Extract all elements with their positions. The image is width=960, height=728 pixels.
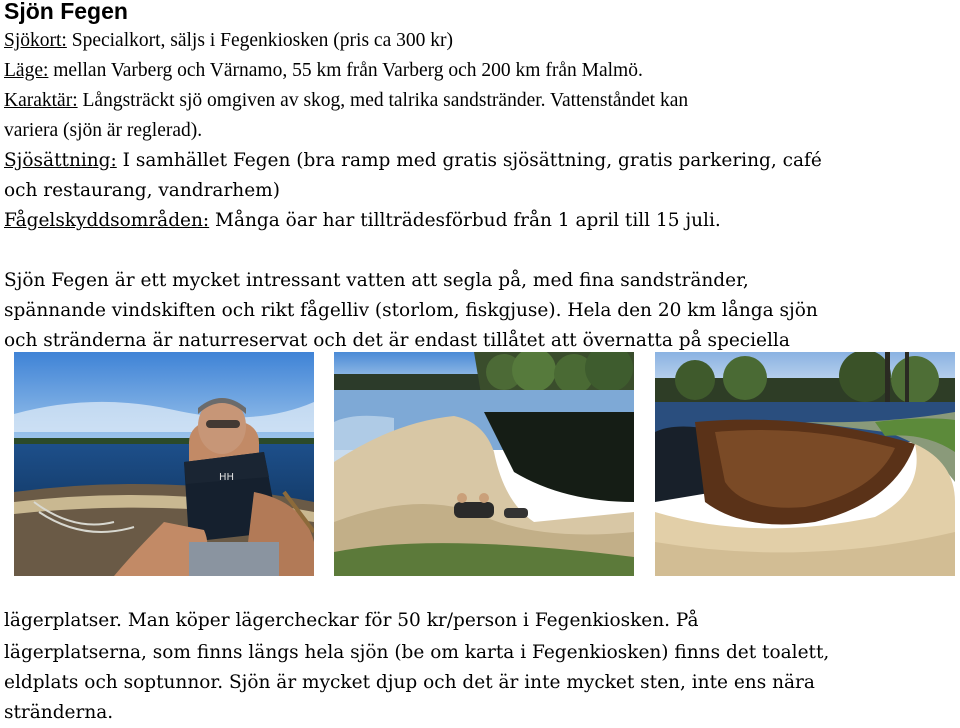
info-line-lage: [4, 56, 643, 86]
info-line-karaktar-cont: [4, 116, 202, 146]
info-label: Sjökort:: [4, 30, 67, 51]
info-text: mellan Varberg och Värnamo, 55 km från Varberg och 200 km från Malmö.: [48, 60, 643, 81]
info-text: Många öar har tillträdesförbud från 1 april till 15 juli.: [209, 210, 721, 231]
info-label: Fågelskyddsområden:: [4, 210, 210, 231]
paragraph-line: Sjön Fegen är ett mycket intressant vatten att segla på, med fina sandstränder,: [4, 270, 749, 291]
paragraph-line: spännande vindskiften och rikt fågelliv (storlom, fiskgjuse). Hela den 20 km långa sjön: [4, 300, 818, 321]
photo-sandy-spit: [334, 352, 634, 576]
photo-sailor-in-boat: [14, 352, 314, 576]
paragraph-line: lägerplatserna, som finns längs hela sjön (be om karta i Fegenkiosken) finns det toalett,: [4, 642, 830, 663]
info-text: variera (sjön är reglerad).: [4, 120, 203, 141]
paragraph-line: och stränderna är naturreservat och det är endast tillåtet att övernatta på speciella: [4, 330, 790, 351]
info-text: Specialkort, säljs i Fegenkiosken (pris ca 300 kr): [66, 30, 453, 51]
info-label: Karaktär:: [4, 90, 78, 111]
vest-logo: HH: [219, 472, 235, 483]
info-label: Sjösättning:: [4, 150, 117, 171]
paragraph-line: lägerplatser. Man köper lägercheckar för 50 kr/person i Fegenkiosken. På: [4, 610, 699, 631]
info-line-sjosattning: [4, 146, 822, 176]
paragraph-line: stränderna.: [4, 702, 114, 723]
info-text: Långsträckt sjö omgiven av skog, med talrika sandstränder. Vattenståndet kan: [77, 90, 689, 111]
info-label: Läge:: [4, 60, 49, 81]
info-text: I samhället Fegen (bra ramp med gratis sjösättning, gratis parkering, café: [116, 150, 822, 171]
info-line-fagelskydd: [4, 206, 721, 236]
info-line-sjosattning-cont: [4, 176, 280, 206]
info-line-sjokort: [4, 26, 453, 56]
info-text: och restaurang, vandrarhem): [4, 180, 280, 201]
page-title: Sjön Fegen: [4, 0, 128, 24]
paragraph-line: eldplats och soptunnor. Sjön är mycket djup och det är inte mycket sten, inte ens nära: [4, 672, 815, 693]
photo-curved-beach: [655, 352, 955, 576]
info-line-karaktar: [4, 86, 688, 116]
